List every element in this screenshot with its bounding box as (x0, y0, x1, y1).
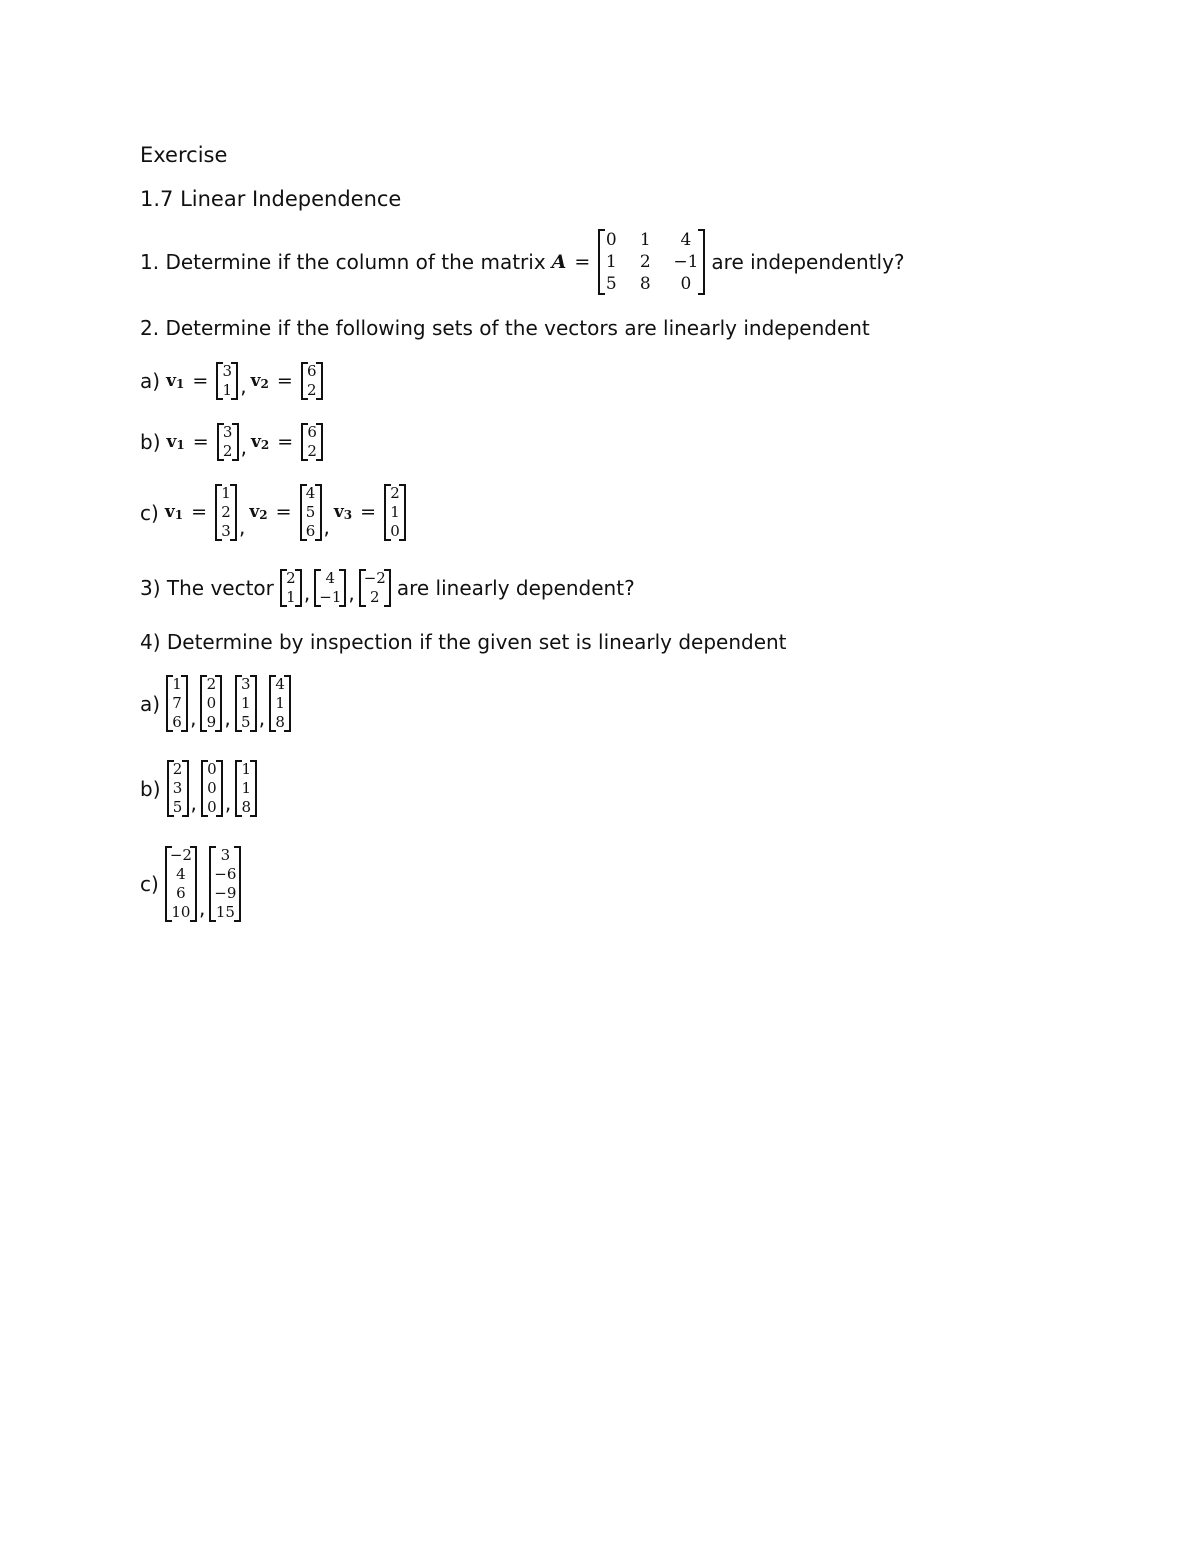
vector-entry: 1 (275, 694, 285, 712)
equals-sign: = (276, 369, 293, 392)
vector-entry: 0 (207, 779, 217, 797)
vector-entry: 15 (215, 903, 235, 921)
equals-sign: = (277, 430, 294, 453)
matrix-cell: 0 (680, 274, 692, 294)
question-4c (140, 846, 241, 922)
vector-entry: 1 (390, 503, 400, 521)
comma: , (348, 581, 355, 605)
vector-column (319, 569, 341, 607)
vector-entry: 5 (305, 503, 316, 521)
matrix-cell: 0 (605, 230, 617, 250)
vector (269, 675, 291, 732)
vector-entry: −2 (169, 846, 192, 864)
vector-entry: 9 (206, 713, 217, 731)
matrix-cell: 1 (605, 252, 617, 272)
vector-entry: 1 (286, 588, 296, 606)
vector-column (240, 675, 252, 732)
vector (301, 423, 323, 461)
vector-entry: 6 (172, 713, 182, 731)
question-3 (140, 569, 635, 607)
question-1 (140, 229, 905, 295)
comma: , (190, 706, 197, 730)
vector-entry: 0 (390, 522, 400, 540)
vector-label: $v_1$ (166, 370, 185, 391)
vector-entry: 1 (222, 381, 232, 399)
vector (359, 569, 391, 607)
vector-entry: 2 (222, 442, 233, 460)
vector-column (305, 484, 317, 541)
vector-entry: 7 (172, 694, 182, 712)
equals-sign: = (360, 501, 377, 523)
exercise-title (140, 145, 227, 166)
equals-sign: = (192, 369, 209, 392)
matrix-cell: 4 (680, 230, 692, 250)
part-label: c) (140, 872, 159, 896)
vector-entry: 2 (307, 442, 317, 460)
vector-entry: 3 (220, 846, 231, 864)
vector-column (306, 362, 318, 400)
vector-entry: 10 (171, 903, 191, 921)
vector-column (364, 569, 386, 607)
vector (235, 675, 257, 732)
vector-entry: 2 (370, 588, 380, 606)
vector-column (274, 675, 286, 732)
matrix-cell: 8 (639, 274, 651, 294)
question-4b (140, 760, 257, 817)
vector (216, 362, 238, 400)
vector-label: $v_2$ (251, 431, 270, 452)
vector-label: $v_3$ (333, 502, 353, 522)
vector-entry: 1 (241, 694, 251, 712)
vector (165, 846, 197, 922)
vector-column (240, 760, 252, 817)
vector-label: $v_1$ (164, 502, 184, 522)
vector-label: $v_1$ (166, 431, 185, 452)
vector (215, 484, 237, 541)
vector-entry: 1 (241, 779, 251, 797)
equals-sign: = (191, 501, 207, 523)
question-4 (140, 632, 787, 652)
vector-entry: 2 (390, 484, 400, 502)
vector (314, 569, 346, 607)
comma: , (224, 791, 232, 815)
question-2 (140, 318, 870, 338)
question-1-tail: are independently? (711, 250, 905, 274)
vector-entry: 2 (306, 381, 317, 399)
part-label: c) (140, 500, 159, 525)
vector-entry: −1 (319, 588, 342, 606)
vector-column (171, 675, 183, 732)
vector-entry: 6 (176, 884, 186, 902)
vector (235, 760, 257, 817)
comma: , (240, 435, 248, 459)
vector-column (206, 760, 218, 817)
vector-entry: 4 (325, 569, 336, 587)
matrix-column (673, 229, 698, 295)
question-4a (140, 675, 291, 732)
question-2b (140, 423, 323, 461)
vector-entry: 0 (206, 694, 217, 712)
vector-entry: 6 (307, 423, 317, 441)
exercise-title-text: Exercise (140, 143, 228, 167)
question-3-tail: are linearly dependent? (396, 576, 635, 600)
vector-column (306, 423, 318, 461)
matrix-a (598, 229, 705, 295)
question-1-text: 1. Determine if the column of the matrix (140, 250, 546, 274)
question-4-text: 4) Determine by inspection if the given set is linearly dependent (140, 630, 787, 654)
part-label: b) (140, 430, 161, 454)
vector (280, 569, 302, 607)
question-3-text: 3) The vector (140, 576, 274, 600)
vector-entry: 3 (241, 675, 251, 693)
vector-entry: 2 (286, 569, 296, 587)
vector-entry: 0 (207, 760, 217, 778)
comma: , (323, 515, 330, 539)
vector-entry: 2 (172, 760, 183, 778)
matrix-column (605, 229, 617, 295)
comma: , (258, 706, 266, 730)
vector-entry: 4 (275, 675, 285, 693)
vector-label: $v_2$ (250, 370, 269, 391)
vector-entry: −9 (214, 884, 237, 902)
vector-entry: −6 (214, 865, 237, 883)
vector-entry: 8 (275, 713, 285, 731)
vector-column (221, 362, 233, 400)
vector-entry: 3 (222, 362, 232, 380)
question-2a (140, 362, 323, 400)
vector-column (172, 760, 184, 817)
matrix-cell: 2 (639, 252, 651, 272)
comma: , (238, 515, 246, 539)
vector-column (205, 675, 217, 732)
matrix-label: A (551, 250, 567, 273)
vector-entry: 3 (172, 779, 183, 797)
part-label: a) (140, 691, 161, 716)
vector (166, 675, 188, 732)
matrix-cell: 5 (605, 274, 617, 294)
vector-entry: 5 (172, 798, 183, 816)
vector-entry: 6 (305, 522, 316, 540)
vector-entry: 1 (221, 484, 231, 502)
matrix-cell: 1 (639, 230, 651, 250)
vector-label: $v_2$ (249, 502, 268, 522)
part-label: a) (140, 369, 161, 393)
matrix-column (639, 229, 651, 295)
vector-entry: 3 (222, 423, 233, 441)
vector (217, 423, 239, 461)
vector-column (222, 423, 234, 461)
question-2-text: 2. Determine if the following sets of the vectors are linearly independent (140, 316, 870, 340)
vector-entry: 4 (305, 484, 316, 502)
equals-sign: = (192, 430, 209, 453)
vector-entry: 0 (207, 798, 217, 816)
section-heading (140, 189, 401, 210)
vector-entry: 6 (306, 362, 317, 380)
question-2c (140, 484, 406, 541)
vector (201, 760, 223, 817)
matrix-cell: −1 (673, 252, 699, 272)
vector (301, 362, 323, 400)
vector-column (389, 484, 401, 541)
vector (384, 484, 406, 541)
vector-entry: 8 (241, 798, 251, 816)
vector-column (220, 484, 232, 541)
vector-entry: −2 (363, 569, 386, 587)
vector-column (214, 846, 236, 922)
part-label: b) (140, 776, 161, 801)
vector-entry: 4 (176, 865, 186, 883)
vector (200, 675, 222, 732)
equals-sign: = (574, 250, 591, 273)
comma: , (303, 581, 311, 605)
vector-column (285, 569, 297, 607)
comma: , (240, 374, 247, 398)
comma: , (190, 791, 197, 815)
vector-entry: 2 (206, 675, 217, 693)
vector-entry: 1 (241, 760, 251, 778)
vector (209, 846, 241, 922)
vector-entry: 3 (221, 522, 231, 540)
vector-entry: 1 (172, 675, 182, 693)
vector-column (170, 846, 192, 922)
vector-entry: 2 (221, 503, 231, 521)
comma: , (224, 706, 231, 730)
section-heading-text: 1.7 Linear Independence (140, 187, 402, 211)
comma: , (198, 896, 206, 920)
equals-sign: = (275, 501, 292, 523)
vector (300, 484, 322, 541)
vector-entry: 5 (241, 713, 251, 731)
vector (167, 760, 189, 817)
